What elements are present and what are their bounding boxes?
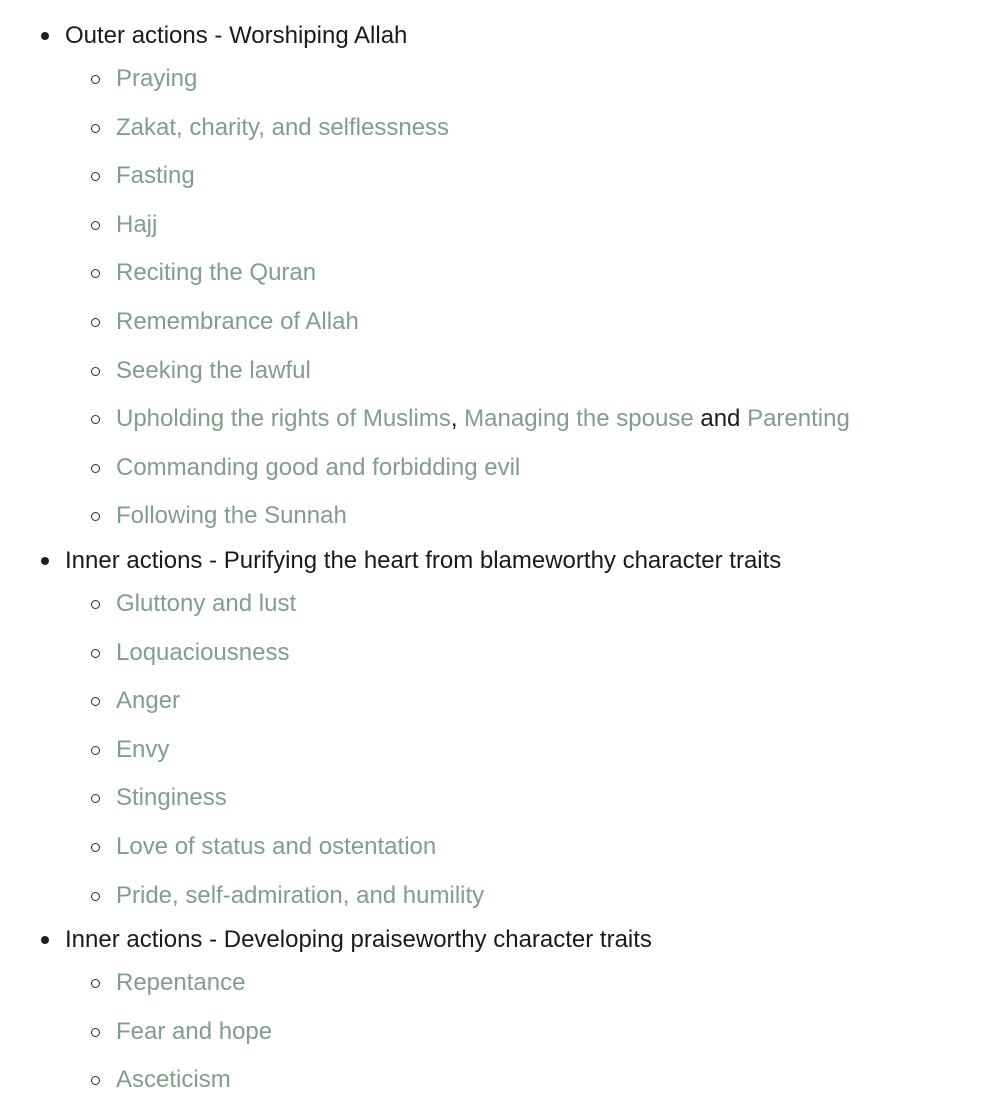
list-item: [0, 249, 984, 298]
item-link[interactable]: Gluttony and lust: [116, 589, 297, 617]
bullet-circle-icon: [91, 415, 100, 424]
item-link[interactable]: Zakat, charity, and selflessness: [116, 113, 450, 141]
item-link[interactable]: Parenting: [747, 405, 850, 433]
bullet-circle-icon: [91, 979, 100, 988]
item-link[interactable]: Love of status and ostentation: [116, 832, 437, 860]
bullet-dot-icon: [41, 557, 49, 565]
list-item: [0, 823, 984, 872]
bullet-circle-icon: [91, 172, 100, 181]
bullet-dot-icon: [41, 32, 49, 40]
item-link[interactable]: Following the Sunnah: [116, 502, 347, 530]
item-link[interactable]: Envy: [116, 735, 170, 763]
item-link[interactable]: Hajj: [116, 210, 158, 238]
item-link[interactable]: Fasting: [116, 162, 195, 190]
item-link[interactable]: Upholding the rights of Muslims: [116, 405, 451, 433]
section-heading: [0, 16, 984, 55]
bullet-circle-icon: [91, 746, 100, 755]
item-link[interactable]: Seeking the lawful: [116, 356, 311, 384]
section-heading-text: Outer actions - Worshiping Allah: [65, 22, 408, 49]
bullet-circle-icon: [91, 464, 100, 473]
bullet-circle-icon: [91, 697, 100, 706]
item-link[interactable]: Loquaciousness: [116, 638, 290, 666]
item-link[interactable]: Managing the spouse: [464, 405, 694, 433]
list-item: [0, 152, 984, 201]
item-link[interactable]: Reciting the Quran: [116, 259, 317, 287]
list-item: [0, 55, 984, 104]
list-item: [0, 492, 984, 541]
item-link[interactable]: Praying: [116, 65, 198, 92]
bullet-circle-icon: [91, 269, 100, 278]
item-link[interactable]: Stinginess: [116, 784, 227, 812]
list-item: [0, 872, 984, 921]
list-item: [0, 629, 984, 678]
bullet-circle-icon: [91, 1076, 100, 1085]
list-item: [0, 677, 984, 726]
section-heading: [0, 541, 984, 580]
item-link[interactable]: Asceticism: [116, 1066, 231, 1094]
list-item: [0, 774, 984, 823]
list-item: [0, 298, 984, 347]
list-item: [0, 959, 984, 1008]
list-item: [0, 395, 984, 444]
item-link[interactable]: Fear and hope: [116, 1017, 273, 1045]
list-item: [0, 1008, 984, 1057]
item-link[interactable]: Repentance: [116, 969, 246, 997]
bullet-circle-icon: [91, 221, 100, 230]
section-heading-text: Inner actions - Purifying the heart from blameworthy character traits: [65, 546, 782, 574]
bullet-circle-icon: [91, 892, 100, 901]
item-link[interactable]: Pride, self-admiration, and humility: [116, 881, 485, 909]
item-link[interactable]: Remembrance of Allah: [116, 307, 359, 335]
bullet-circle-icon: [91, 794, 100, 803]
bullet-circle-icon: [91, 843, 100, 852]
list-item: [0, 726, 984, 775]
bullet-circle-icon: [91, 75, 100, 84]
list-item: [0, 201, 984, 250]
item-separator-text: ,: [450, 405, 465, 433]
list-item: [0, 580, 984, 629]
bullet-circle-icon: [91, 1028, 100, 1037]
sub-list: [0, 959, 984, 1105]
section-heading-text: Inner actions - Developing praiseworthy character traits: [65, 926, 652, 954]
list-item: [0, 444, 984, 493]
item-link[interactable]: Commanding good and forbidding evil: [116, 453, 521, 481]
bullet-circle-icon: [91, 649, 100, 658]
bullet-dot-icon: [41, 936, 49, 944]
list-item: [0, 104, 984, 153]
list-item: [0, 1056, 984, 1105]
bullet-circle-icon: [91, 367, 100, 376]
bullet-circle-icon: [91, 512, 100, 521]
section-heading: [0, 920, 984, 959]
bullet-circle-icon: [91, 600, 100, 609]
item-separator-text: and: [693, 405, 748, 433]
list-item: [0, 347, 984, 396]
sub-list: [0, 580, 984, 920]
item-link[interactable]: Anger: [116, 687, 181, 715]
bullet-circle-icon: [91, 124, 100, 133]
bullet-circle-icon: [91, 318, 100, 327]
sub-list: [0, 55, 984, 541]
